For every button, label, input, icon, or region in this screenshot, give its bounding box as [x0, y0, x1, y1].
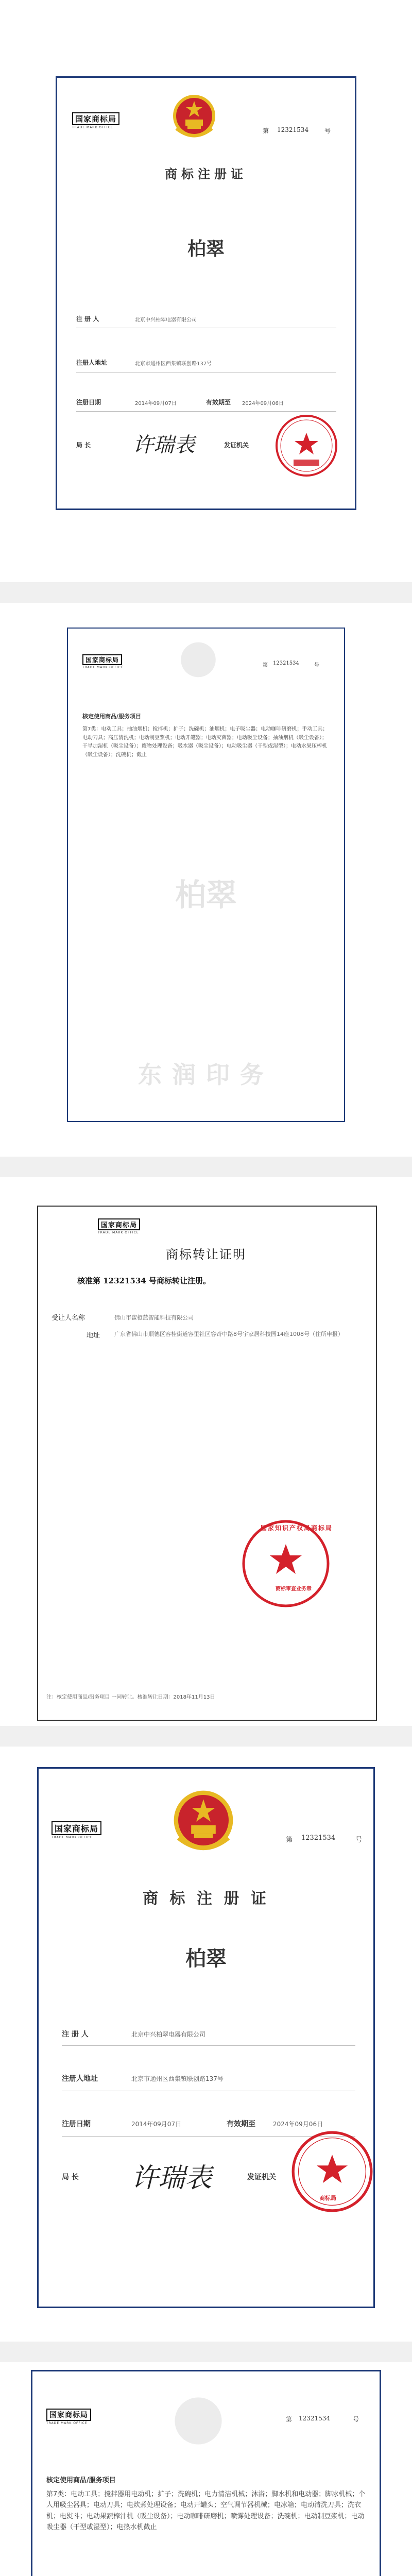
number-suffix: 号 — [324, 127, 331, 134]
faint-emblem-icon — [170, 2393, 227, 2455]
valid-until-value: 2024年09月06日 — [242, 401, 284, 406]
address-value: 广东省佛山市顺德区容桂街道容里社区容奇中路8号宇家居科技园14座1008号（住所申报） — [114, 1331, 344, 1337]
valid-until-label: 有效期至 — [206, 399, 231, 406]
official-seal-icon — [273, 412, 340, 479]
transfer-approval-line: 核准第 12321534 号商标转让注册。 — [77, 1276, 211, 1285]
number-label: 第 — [263, 127, 269, 134]
divider — [76, 411, 336, 412]
seal-center-text: 商标审查业务章 — [276, 1586, 312, 1592]
transfer-footnote: 注：核定使用商品/服务项目 一同转让。核准转让日期：2018年11月13日 — [46, 1694, 215, 1700]
logo-subtitle: TRADE MARK OFFICE — [98, 1231, 139, 1234]
page-gap — [0, 2342, 412, 2362]
registration-number: 12321534 — [299, 2415, 331, 2422]
trademark-name: 柏翠 — [185, 1946, 227, 1971]
issuer-label: 发证机关 — [224, 442, 249, 449]
logo-text: 国家商标局 — [72, 112, 119, 125]
national-emblem-icon — [171, 93, 217, 144]
logo-text: 国家商标局 — [98, 1218, 140, 1230]
faint-emblem-icon — [178, 639, 219, 685]
goods-list: 第7类：电动工具；抽油烟机；搅拌机；扩子；洗碗机；油烟机；电子吸尘器；电动咖啡研磨机；手动工具；电动刀具；高压清洗机；电动制豆浆机；电动开罐器；电动灭菌器；电动吸尘设备；抽油烟机（吸尘设备）；干旱加湿机（吸尘设备）；废物处理设备；吸水器（吸尘设备）；电动吸尘器（干型或湿型）；电动水果压榨机（吸尘设备）；洗碗机；截止 — [82, 726, 328, 758]
registrant-address-label: 注册人地址 — [76, 359, 108, 366]
assignee-label: 受让人名称 — [52, 1314, 85, 1322]
seal-ring-text: 国家知识产权局商标局 — [261, 1524, 333, 1532]
registrant-address-label: 注册人地址 — [62, 2075, 98, 2083]
address-label: 地址 — [87, 1332, 100, 1340]
registration-date-value: 2014年09月07日 — [135, 401, 177, 406]
director-signature: 许瑞表 — [131, 2163, 212, 2194]
registration-date-label: 注册日期 — [76, 399, 101, 406]
watermark-mark: 柏翠 — [175, 877, 237, 913]
official-seal-icon — [288, 2128, 376, 2215]
certificate-page-2 — [0, 1747, 412, 2342]
assignee-value: 佛山市蜜橙蓝智能科技有限公司 — [114, 1314, 194, 1321]
director-signature: 许瑞表 — [133, 433, 195, 457]
office-logo — [46, 2409, 91, 2425]
director-label: 局 长 — [76, 442, 91, 449]
certificate-page-1 — [0, 0, 412, 582]
valid-until-value: 2024年09月06日 — [273, 2121, 323, 2128]
office-logo — [82, 654, 124, 669]
registrant-value: 北京中兴柏翠电器有限公司 — [131, 2031, 206, 2038]
registration-date-label: 注册日期 — [62, 2120, 91, 2128]
valid-until-label: 有效期至 — [227, 2120, 255, 2128]
logo-subtitle: TRADE MARK OFFICE — [72, 126, 113, 129]
transfer-page — [0, 1177, 412, 1726]
certificate-title: 商标注册证 — [165, 166, 247, 181]
certificate-title: 商 标 注 册 证 — [143, 1890, 269, 1908]
registrant-label: 注 册 人 — [76, 315, 99, 323]
goods-heading: 核定使用商品/服务项目 — [46, 2477, 116, 2484]
logo-text: 国家商标局 — [52, 1821, 101, 1835]
office-logo — [72, 112, 119, 129]
registrant-value: 北京中兴柏翠电器有限公司 — [135, 317, 197, 323]
page-gap — [0, 1157, 412, 1177]
registrant-label: 注 册 人 — [62, 2030, 89, 2039]
logo-subtitle: TRADE MARK OFFICE — [82, 666, 124, 669]
divider — [62, 2045, 355, 2046]
page-gap — [0, 1726, 412, 1747]
issuer-label: 发证机关 — [247, 2173, 276, 2181]
registrant-address-value: 北京市通州区西集镇联创路137号 — [135, 361, 212, 367]
logo-subtitle: TRADE MARK OFFICE — [46, 2421, 88, 2425]
registration-number: 12321534 — [301, 1834, 336, 1842]
seal-center-text: 商标局 — [319, 2195, 336, 2201]
goods-heading: 核定使用商品/服务项目 — [82, 713, 142, 720]
number-label: 第 — [286, 1836, 293, 1844]
logo-subtitle: TRADE MARK OFFICE — [52, 1836, 93, 1839]
registration-number: 12321534 — [273, 660, 299, 666]
goods-page-2: 国家商标局 TRADE MARK OFFICE 第 12321534 号 核定使用商品/服务项目 第7类：电动工具；搅拌器用电动机；扩子；洗碗机；电力清洁机械；沐浴；脚水机和电动器；脚冰机械；个人用吸尘器具；电动刀具；电炊煮处理设备；电动开罐头；空气调节器机械；电冰箱；电动清洗刀具；洗衣机；电熨斗；电动果蔬榨汁机（吸尘设备）；电动咖啡研磨机；喷雾处理设备；洗碗机；电动制豆浆机；电动吸尘器（干型或湿型）；电热水机截止 — [0, 2362, 412, 2576]
registration-number: 12321534 — [277, 126, 309, 133]
trademark-name: 柏翠 — [187, 238, 225, 260]
logo-text: 国家商标局 — [82, 654, 122, 665]
office-logo — [98, 1218, 140, 1234]
page-gap — [0, 582, 412, 603]
goods-page-1: 国家商标局 TRADE MARK OFFICE 第 12321534 号 核定使用商品/服务项目 第7类：电动工具；抽油烟机；搅拌机；扩子；洗碗机；油烟机；电子吸尘器；电动咖啡研磨机；手动工具；电动刀具；高压清洗机；电动制豆浆机；电动开罐器；电动灭菌器；电动吸尘设备；抽油烟机（吸尘设备）；干旱加湿机（吸尘设备）；废物处理设备；吸水器（吸尘设备）；电动吸尘器（干型或湿型）；电动水果压榨机（吸尘设备）；洗碗机；截止 柏翠 东润印务 — [0, 603, 412, 1157]
office-logo — [52, 1821, 101, 1839]
logo-text: 国家商标局 — [46, 2409, 91, 2421]
registration-date-value: 2014年09月07日 — [131, 2121, 182, 2128]
goods-list: 第7类：电动工具；搅拌器用电动机；扩子；洗碗机；电力清洁机械；沐浴；脚水机和电动器；脚冰机械；个人用吸尘器具；电动刀具；电炊煮处理设备；电动开罐头；空气调节器机械；电冰箱；电动清洗刀具；洗衣机；电熨斗；电动果蔬榨汁机（吸尘设备）；电动咖啡研磨机；喷雾处理设备；洗碗机；电动制豆浆机；电动吸尘器（干型或湿型）；电热水机截止 — [46, 2490, 366, 2532]
number-suffix: 号 — [355, 1836, 363, 1844]
watermark-printer: 东润印务 — [138, 1061, 274, 1089]
transfer-title: 商标转让证明 — [166, 1247, 246, 1262]
director-label: 局 长 — [62, 2173, 79, 2181]
national-emblem-icon — [170, 1788, 237, 1860]
registrant-address-value: 北京市通州区西集镇联创路137号 — [131, 2075, 224, 2082]
